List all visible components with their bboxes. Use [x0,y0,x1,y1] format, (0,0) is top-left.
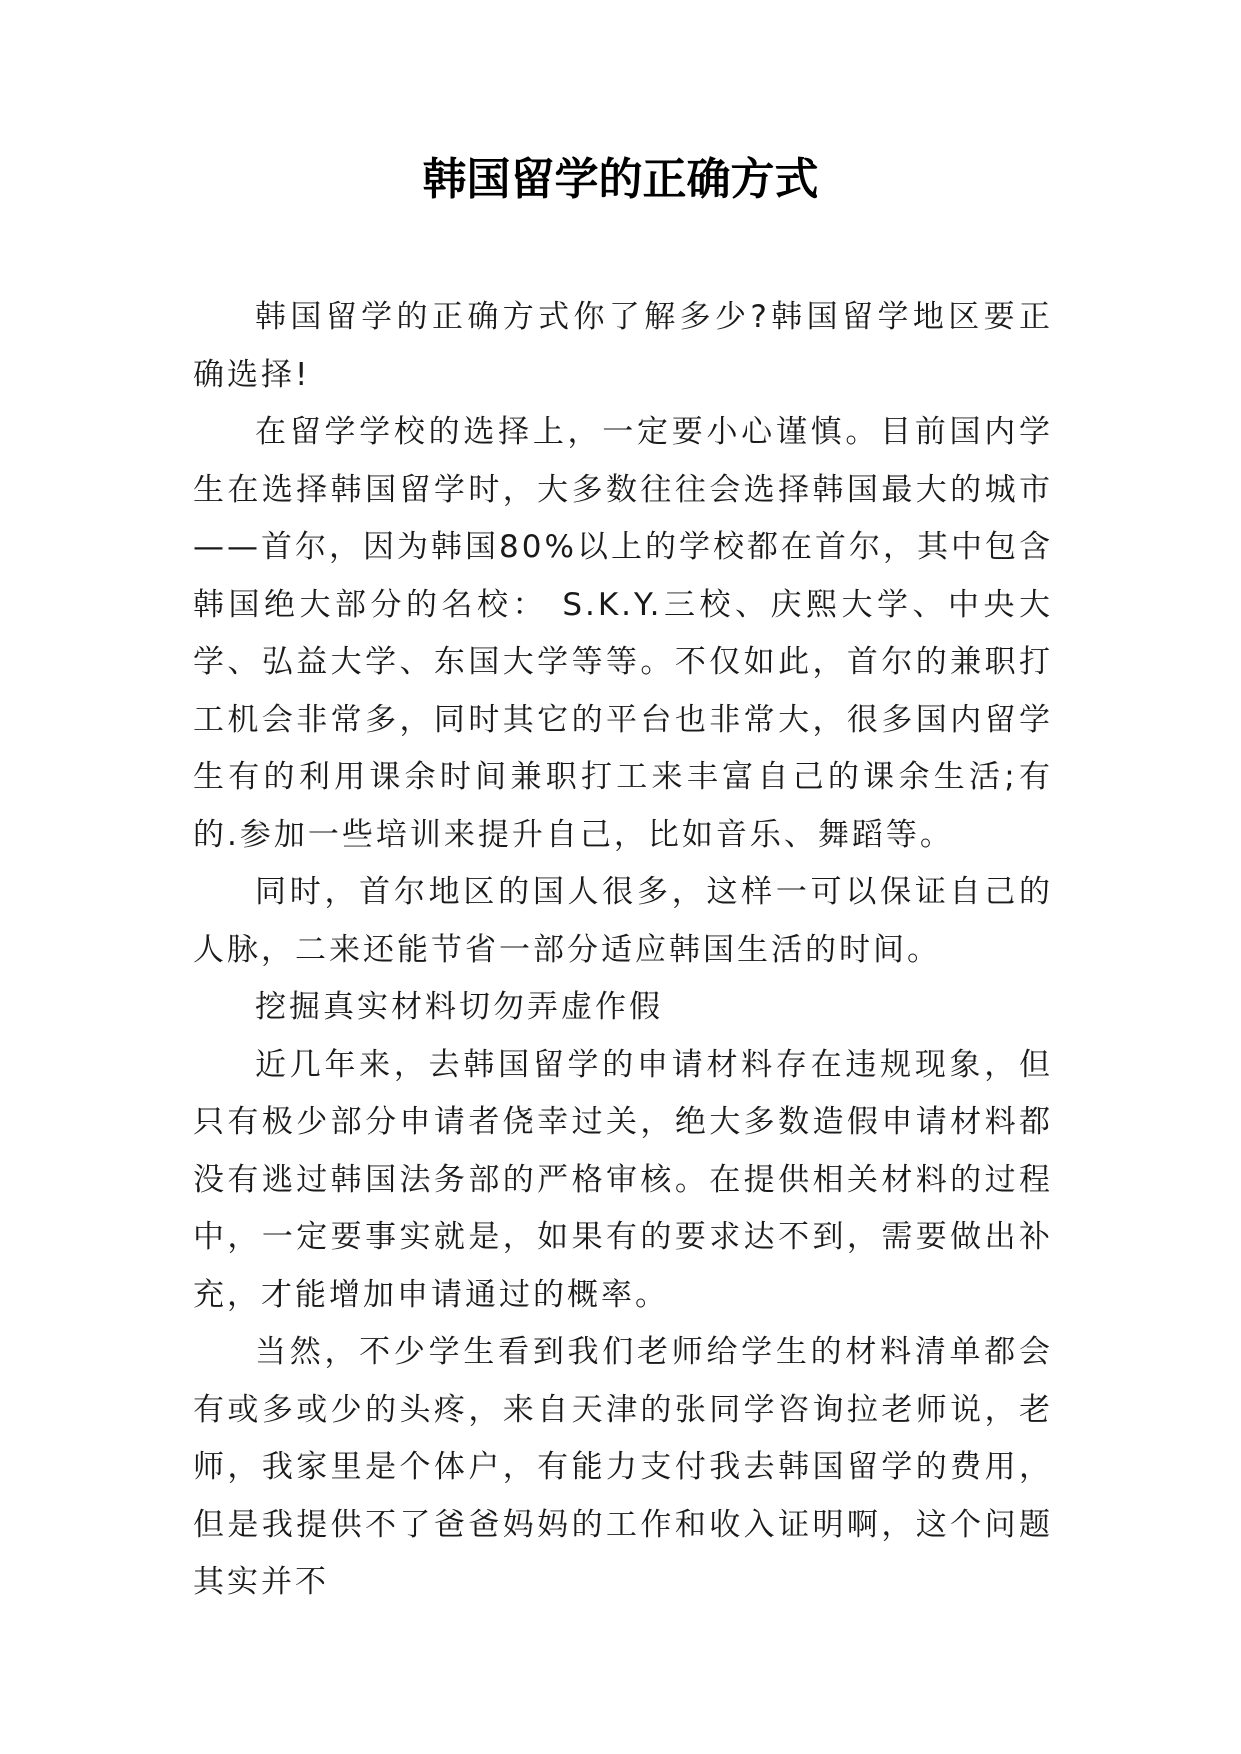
paragraph-student-case: 当然，不少学生看到我们老师给学生的材料清单都会有或多或少的头疼，来自天津的张同学咨询拉老师说，老师，我家里是个体户，有能力支付我去韩国留学的费用，但是我提供不了爸爸妈妈的工作和收入证明啊，这个问题其实并不 [193,1334,1053,1600]
document-title: 韩国留学的正确方式 [422,154,819,205]
paragraph-materials: 近几年来，去韩国留学的申请材料存在违规现象，但只有极少部分申请者侥幸过关，绝大多数造假申请材料都没有逃过韩国法务部的严格审核。在提供相关材料的过程中，一定要事实就是，如果有的要求达不到，需要做出补充，才能增加申请通过的概率。 [193,1046,1053,1313]
document-body [193,289,1053,1612]
paragraph-network: 同时，首尔地区的国人很多，这样一可以保证自己的人脉，二来还能节省一部分适应韩国生活的时间。 [193,874,1053,968]
paragraph-school-choice: 在留学学校的选择上，一定要小心谨慎。目前国内学生在选择韩国留学时，大多数往往会选择韩国最大的城市——首尔，因为韩国80%以上的学校都在首尔，其中包含韩国绝大部分的名校： S.K.Y.三校、庆熙大学、中央大学、弘益大学、东国大学等等。不仅如此，首尔的兼职打工机会非常多，同时其它的平台也非常大，很多国内留学生有的利用课余时间兼职打工来丰富自己的课余生活;有的.参加一些培训来提升自己，比如音乐、舞蹈等。 [193,414,1053,853]
paragraph-subheading: 挖掘真实材料切勿弄虚作假 [255,989,663,1025]
paragraph-intro: 韩国留学的正确方式你了解多少?韩国留学地区要正确选择! [193,299,1053,393]
